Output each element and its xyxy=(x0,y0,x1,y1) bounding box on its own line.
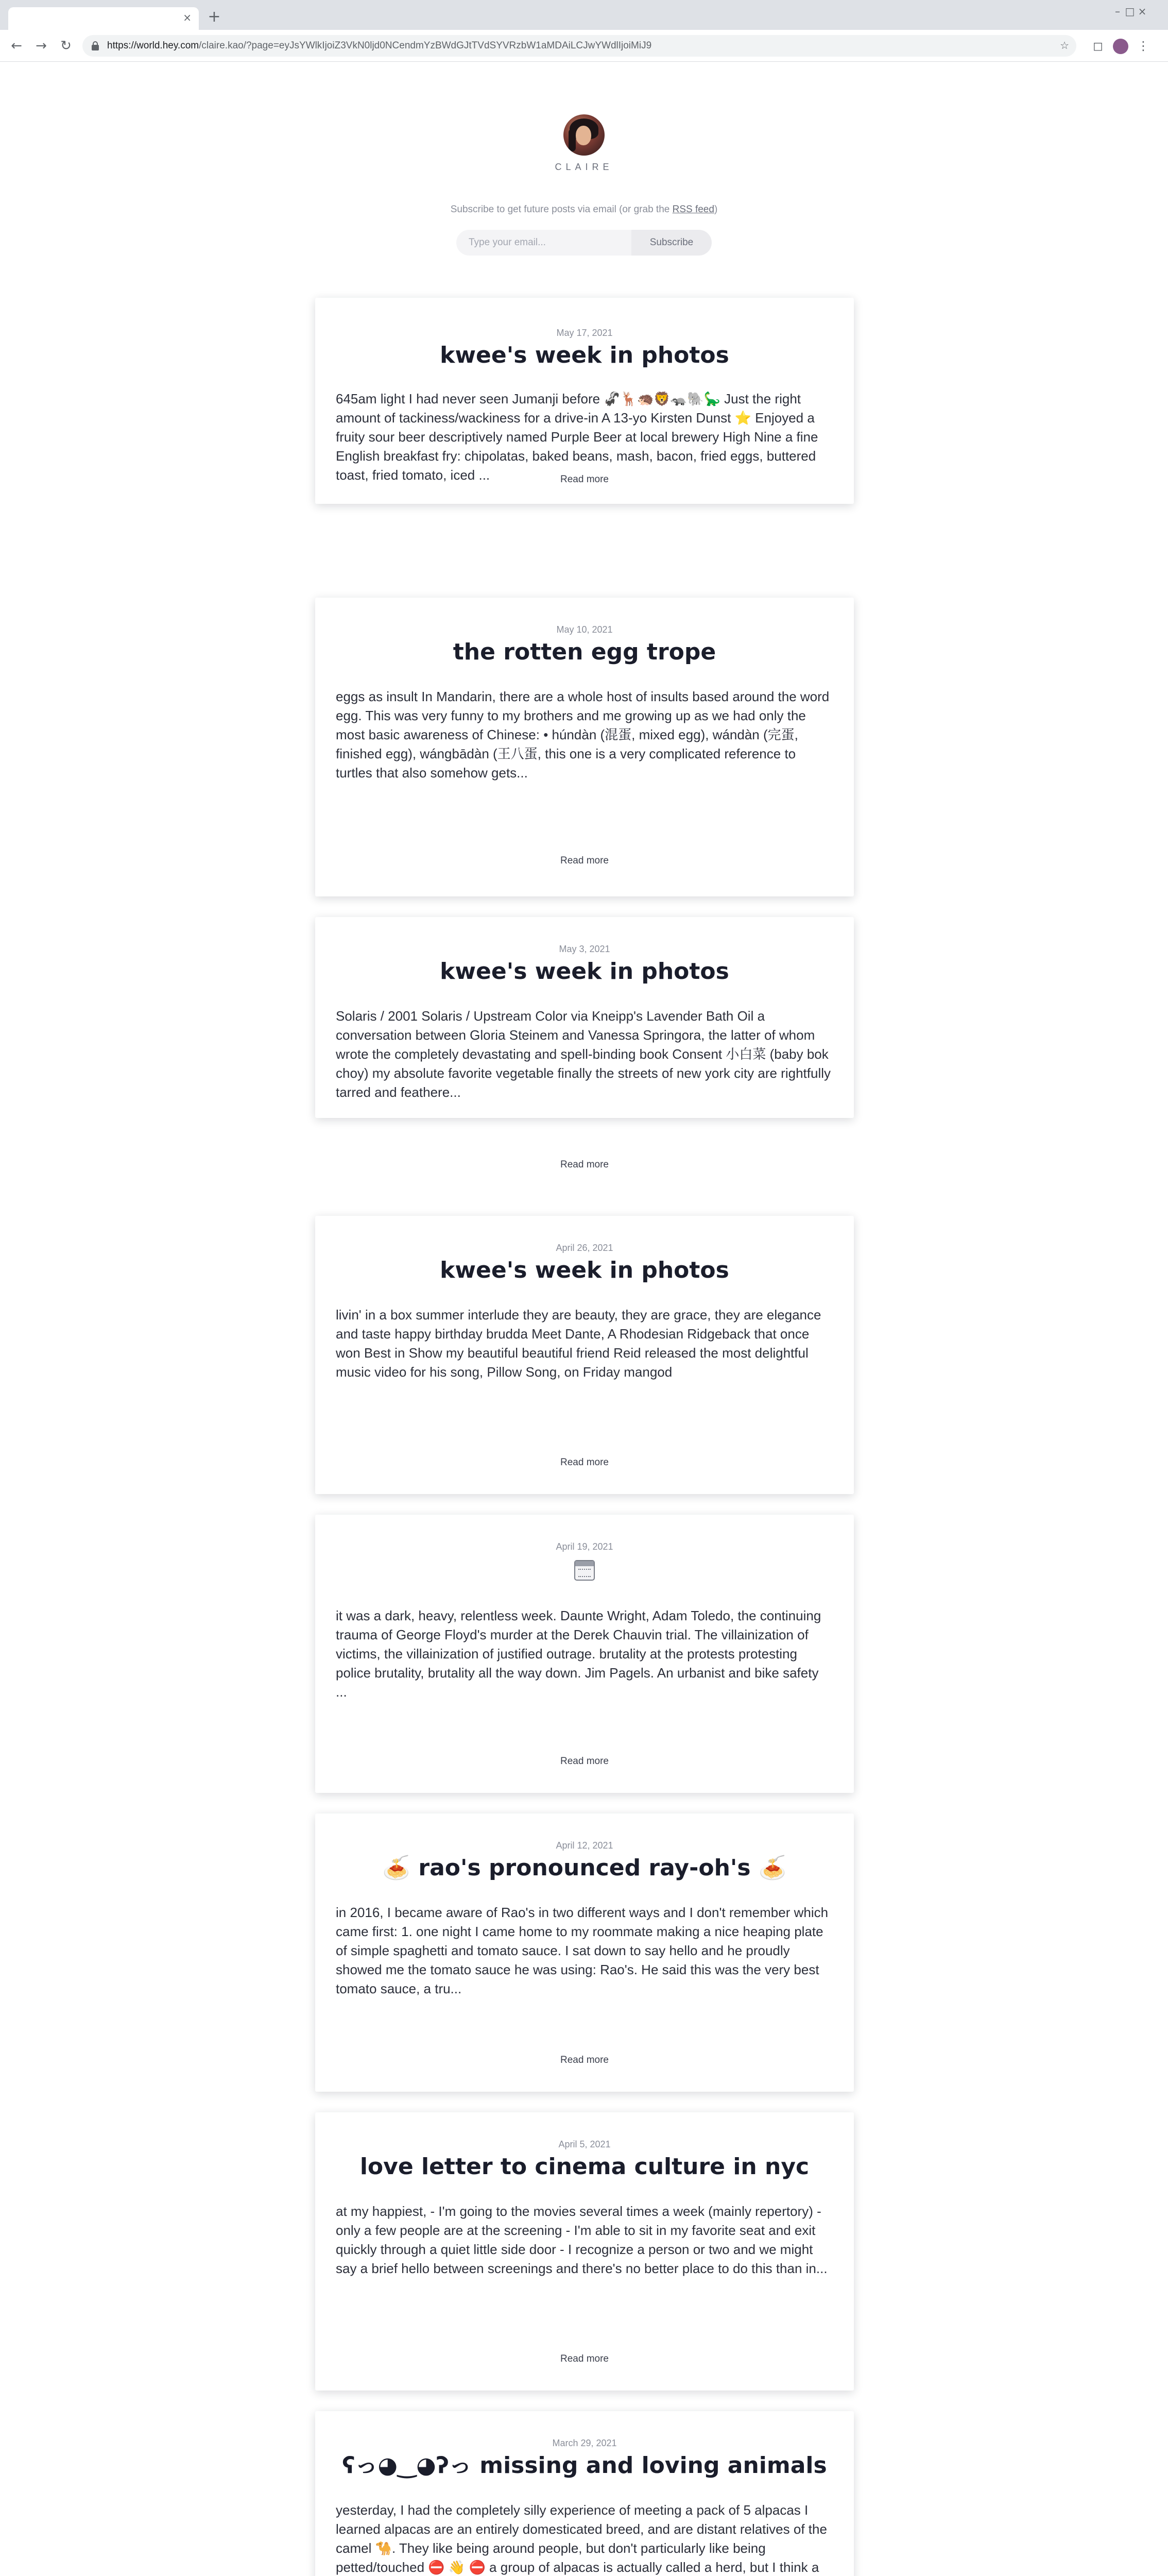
window-controls xyxy=(1111,5,1158,21)
post-card xyxy=(315,2411,854,2576)
post-card xyxy=(315,298,854,504)
profile-avatar[interactable] xyxy=(1109,37,1132,55)
post-title[interactable]: kwee's week in photos xyxy=(440,342,729,368)
new-tab-button[interactable]: + xyxy=(208,8,221,26)
window-close-icon[interactable]: × xyxy=(1138,5,1147,18)
maximize-icon[interactable]: □ xyxy=(1125,5,1135,18)
post-date: May 10, 2021 xyxy=(556,624,613,635)
url-host: https://world.hey.com xyxy=(107,40,199,51)
post-date: April 5, 2021 xyxy=(558,2139,611,2149)
reload-icon[interactable]: ↻ xyxy=(60,38,72,54)
menu-icon[interactable]: ⋮ xyxy=(1137,39,1149,53)
extensions-icon[interactable]: ◻ xyxy=(1093,39,1103,53)
back-arrow-icon[interactable]: ← xyxy=(11,38,22,54)
rss-feed-link[interactable]: RSS feed xyxy=(672,204,714,215)
read-more-link[interactable]: Read more xyxy=(560,2055,609,2065)
avatar-face xyxy=(576,126,591,145)
subscribe-prompt xyxy=(0,204,1168,215)
post-title[interactable]: love letter to cinema culture in nyc xyxy=(359,2154,810,2180)
post-card xyxy=(315,1216,854,1494)
read-more-link[interactable]: Read more xyxy=(560,1756,609,1767)
toolbar-actions xyxy=(1087,37,1164,55)
post-excerpt: it was a dark, heavy, relentless week. Daunte Wright, Adam Toledo, the continuing trauma of George Floyd's murder at the Derek Chauvin trial. The villainization of victims, the villainization of justified outrage. brutality at the protests protesting police brutality, brutality all the way down. Jim Pagels. An urbanist and bike safety ... xyxy=(336,1608,821,1700)
post-card xyxy=(315,1515,854,1793)
profile-icon xyxy=(1113,39,1128,54)
post-title[interactable]: kwee's week in photos xyxy=(440,958,729,985)
subscribe-suffix: ) xyxy=(714,204,718,215)
subscribe-prefix: Subscribe to get future posts via email (or grab the xyxy=(450,204,673,215)
browser-tab-strip xyxy=(0,0,1168,30)
post-excerpt: eggs as insult In Mandarin, there are a whole host of insults based around the word egg. This was very funny to my brothers and me growing up as we had only the most basic awareness of Chinese: • húndàn (混蛋, mixed egg), wándàn (完蛋, finished egg), wángbādàn (王八蛋, this one is a very complicated reference to turtles that also somehow gets... xyxy=(336,689,830,781)
close-icon[interactable]: × xyxy=(183,11,192,24)
post-card xyxy=(315,1814,854,2092)
browser-tab[interactable] xyxy=(8,7,199,30)
calendar-icon xyxy=(574,1560,595,1581)
post-title[interactable]: 🍝 rao's pronounced ray-oh's 🍝 xyxy=(382,1855,787,1881)
read-more-link[interactable]: Read more xyxy=(560,474,609,485)
lock-icon xyxy=(92,41,99,50)
subscribe-button[interactable]: Subscribe xyxy=(631,230,712,256)
site-name: CLAIRE xyxy=(555,162,613,172)
post-date: April 26, 2021 xyxy=(556,1243,613,1253)
post-date: April 12, 2021 xyxy=(556,1840,613,1851)
post-title[interactable]: ʕっ◕‿◕ʔっ missing and loving animals xyxy=(342,2452,827,2479)
avatar xyxy=(563,114,605,156)
post-date: April 19, 2021 xyxy=(556,1541,613,1552)
read-more-link[interactable]: Read more xyxy=(560,855,609,866)
post-excerpt: at my happiest, - I'm going to the movies several times a week (mainly repertory) - only a few people are at the screening - I'm able to sit in my favorite seat and exit quickly through a quiet little side door - I recognize a person or two and we might say a brief hello between screenings and there's no better place to do this than in... xyxy=(336,2204,828,2276)
post-title[interactable]: the rotten egg trope xyxy=(453,639,716,665)
post-excerpt: Solaris / 2001 Solaris / Upstream Color via Kneipp's Lavender Bath Oil a conversation between Gloria Steinem and Vanessa Springora, the latter of whom wrote the completely devastating and spell-binding book Consent 小白菜 (baby bok choy) my absolute favorite vegetable finally the streets of new york city are rightfully tarred and feathere... xyxy=(336,1008,831,1100)
read-more-link[interactable]: Read more xyxy=(560,1159,609,1170)
avatar-hair-side xyxy=(569,129,576,151)
post-excerpt: 645am light I had never seen Jumanji before 🦨🦌🦔🦁🦡🐘🦕 Just the right amount of tackiness/wackiness for a drive-in A 13-yo Kirsten Dunst ⭐ Enjoyed a fruity sour beer descriptively named Purple Beer at local brewery High Nine a fine English breakfast fry: chipolatas, baked beans, mash, bacon, fried eggs, buttered toast, fried tomato, iced ... xyxy=(336,391,818,483)
post-card xyxy=(315,2112,854,2391)
post-excerpt: yesterday, I had the completely silly experience of meeting a pack of 5 alpacas I learned alpacas are an entirely domesticated breed, and are distant relatives of the camel 🐪. They like being around people, but don't particularly like being petted/touched ⛔ 👋 ⛔ a group of alpacas is actually called a herd, but I think a xyxy=(336,2502,827,2575)
post-excerpt: livin' in a box summer interlude they are beauty, they are grace, they are elegance and taste happy birthday brudda Meet Dante, A Rhodesian Ridgeback that once won Best in Show my beautiful beautiful friend Reid released the most delightful music video for his song, Pillow Song, on Friday mangod xyxy=(336,1307,821,1380)
browser-toolbar xyxy=(0,30,1168,62)
address-bar[interactable] xyxy=(82,35,1076,57)
post-date: May 3, 2021 xyxy=(559,944,610,954)
post-card xyxy=(315,598,854,896)
post-title[interactable]: kwee's week in photos xyxy=(440,1257,729,1283)
read-more-link[interactable]: Read more xyxy=(560,1457,609,1468)
forward-arrow-icon[interactable]: → xyxy=(36,38,47,54)
post-card xyxy=(315,917,854,1170)
url-text[interactable] xyxy=(107,40,1044,52)
minimize-icon[interactable]: – xyxy=(1115,5,1120,18)
bookmark-star-icon[interactable]: ☆ xyxy=(1060,39,1069,52)
post-date: March 29, 2021 xyxy=(552,2438,617,2448)
email-input[interactable] xyxy=(456,230,631,256)
read-more-link[interactable]: Read more xyxy=(560,2353,609,2364)
post-excerpt: in 2016, I became aware of Rao's in two different ways and I don't remember which came first: 1. one night I came home to my roommate making a nice heaping plate of simple spaghetti and tomato sauce. I sat down to say hello and he proudly showed me the tomato sauce he was using: Rao's. He said this was the very best tomato sauce, a tru... xyxy=(336,1905,829,1996)
url-path: /claire.kao/?page=eyJsYWlkIjoiZ3VkN0ljd0NCendmYzBWdGJtTVdSYVRzbW1aMDAiLCJwYWdlIjoiMiJ9 xyxy=(199,40,652,51)
post-date: May 17, 2021 xyxy=(556,328,613,338)
